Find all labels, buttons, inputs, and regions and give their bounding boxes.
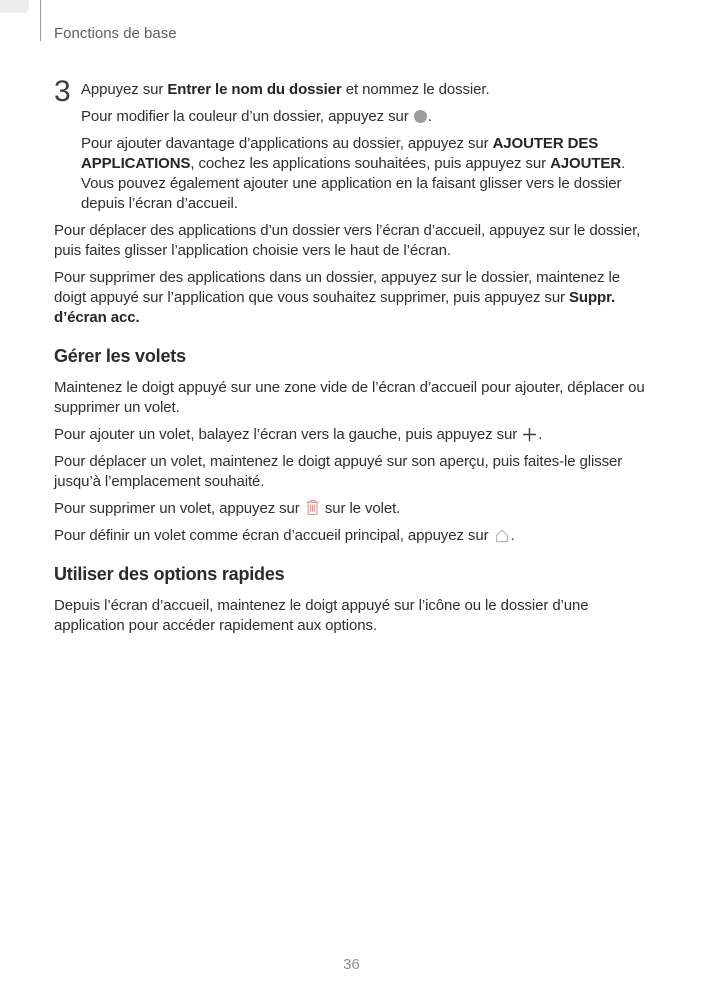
text-segment: Pour modifier la couleur d’un dossier, appuyez sur: [81, 108, 413, 125]
text-segment: , cochez les applications souhaitées, puis appuyez sur: [190, 155, 551, 172]
folder-color-circle-icon: [414, 110, 427, 123]
text-segment: .: [538, 426, 543, 443]
page-content: [54, 75, 650, 643]
running-header: Fonctions de base: [54, 25, 177, 42]
paragraph-delete-panel: [54, 499, 650, 519]
paragraph-move-panel: Pour déplacer un volet, maintenez le doigt appuyé sur son aperçu, puis faites-le glisser jusqu’à l’emplacement souhaité.: [54, 453, 623, 490]
text-segment: sur le volet.: [320, 500, 401, 517]
step-3-instruction: [81, 80, 650, 100]
paragraph-move-apps: Pour déplacer des applications d’un dossier vers l’écran d’accueil, appuyez sur le dossier, puis faites glisser l’application choisie vers le haut de l’écran.: [54, 222, 641, 259]
step-number: 3: [54, 75, 71, 108]
section-title-manage-panels: Gérer les volets: [54, 346, 186, 366]
bold-segment: AJOUTER DES APPLICATIONS: [81, 135, 599, 172]
step-3: [54, 75, 650, 221]
text-segment: Pour supprimer des applications dans un dossier, appuyez sur le dossier, maintenez le doigt appuyé sur l’application que vous souhaitez supprimer, puis appuyez sur: [54, 269, 620, 306]
text-segment: Pour ajouter un volet, balayez l’écran vers la gauche, puis appuyez sur: [54, 426, 522, 443]
paragraph-add-panel: [54, 425, 650, 445]
text-segment: Pour ajouter davantage d’applications au dossier, appuyez sur: [81, 135, 493, 152]
paragraph-modify-color: [81, 107, 650, 127]
text-segment: et nommez le dossier.: [341, 81, 490, 98]
paragraph-main-panel: [54, 526, 650, 546]
paragraph-add-apps: [81, 134, 650, 214]
text-segment: Pour définir un volet comme écran d’accueil principal, appuyez sur: [54, 527, 493, 544]
home-icon: [494, 528, 510, 543]
bold-segment: AJOUTER: [550, 155, 622, 172]
paragraph-panels-intro: Maintenez le doigt appuyé sur une zone vide de l’écran d’accueil pour ajouter, déplacer ou supprimer un volet.: [54, 379, 645, 416]
text-segment: .: [510, 527, 515, 544]
page-number: 36: [343, 956, 360, 973]
text-segment: .: [427, 108, 432, 125]
plus-icon: [522, 427, 537, 442]
step-body: [81, 80, 650, 221]
text-segment: Appuyez sur: [81, 81, 168, 98]
bold-segment: Suppr. d’écran acc.: [54, 289, 616, 326]
trash-icon: [305, 499, 320, 516]
text-segment: Pour supprimer un volet, appuyez sur: [54, 500, 304, 517]
paragraph-quick-options: Depuis l’écran d’accueil, maintenez le doigt appuyé sur l’icône ou le dossier d’une application pour accéder rapidement aux options.: [54, 597, 589, 634]
text-segment: . Vous pouvez également ajouter une application en la faisant glisser vers le dossier depuis l’écran d’accueil.: [81, 155, 626, 212]
page-corner-artifact: [0, 0, 29, 13]
paragraph-remove-apps: [54, 268, 650, 328]
header-divider-rule: [40, 0, 41, 41]
section-title-quick-options: Utiliser des options rapides: [54, 564, 285, 584]
bold-segment: Entrer le nom du dossier: [167, 81, 342, 98]
